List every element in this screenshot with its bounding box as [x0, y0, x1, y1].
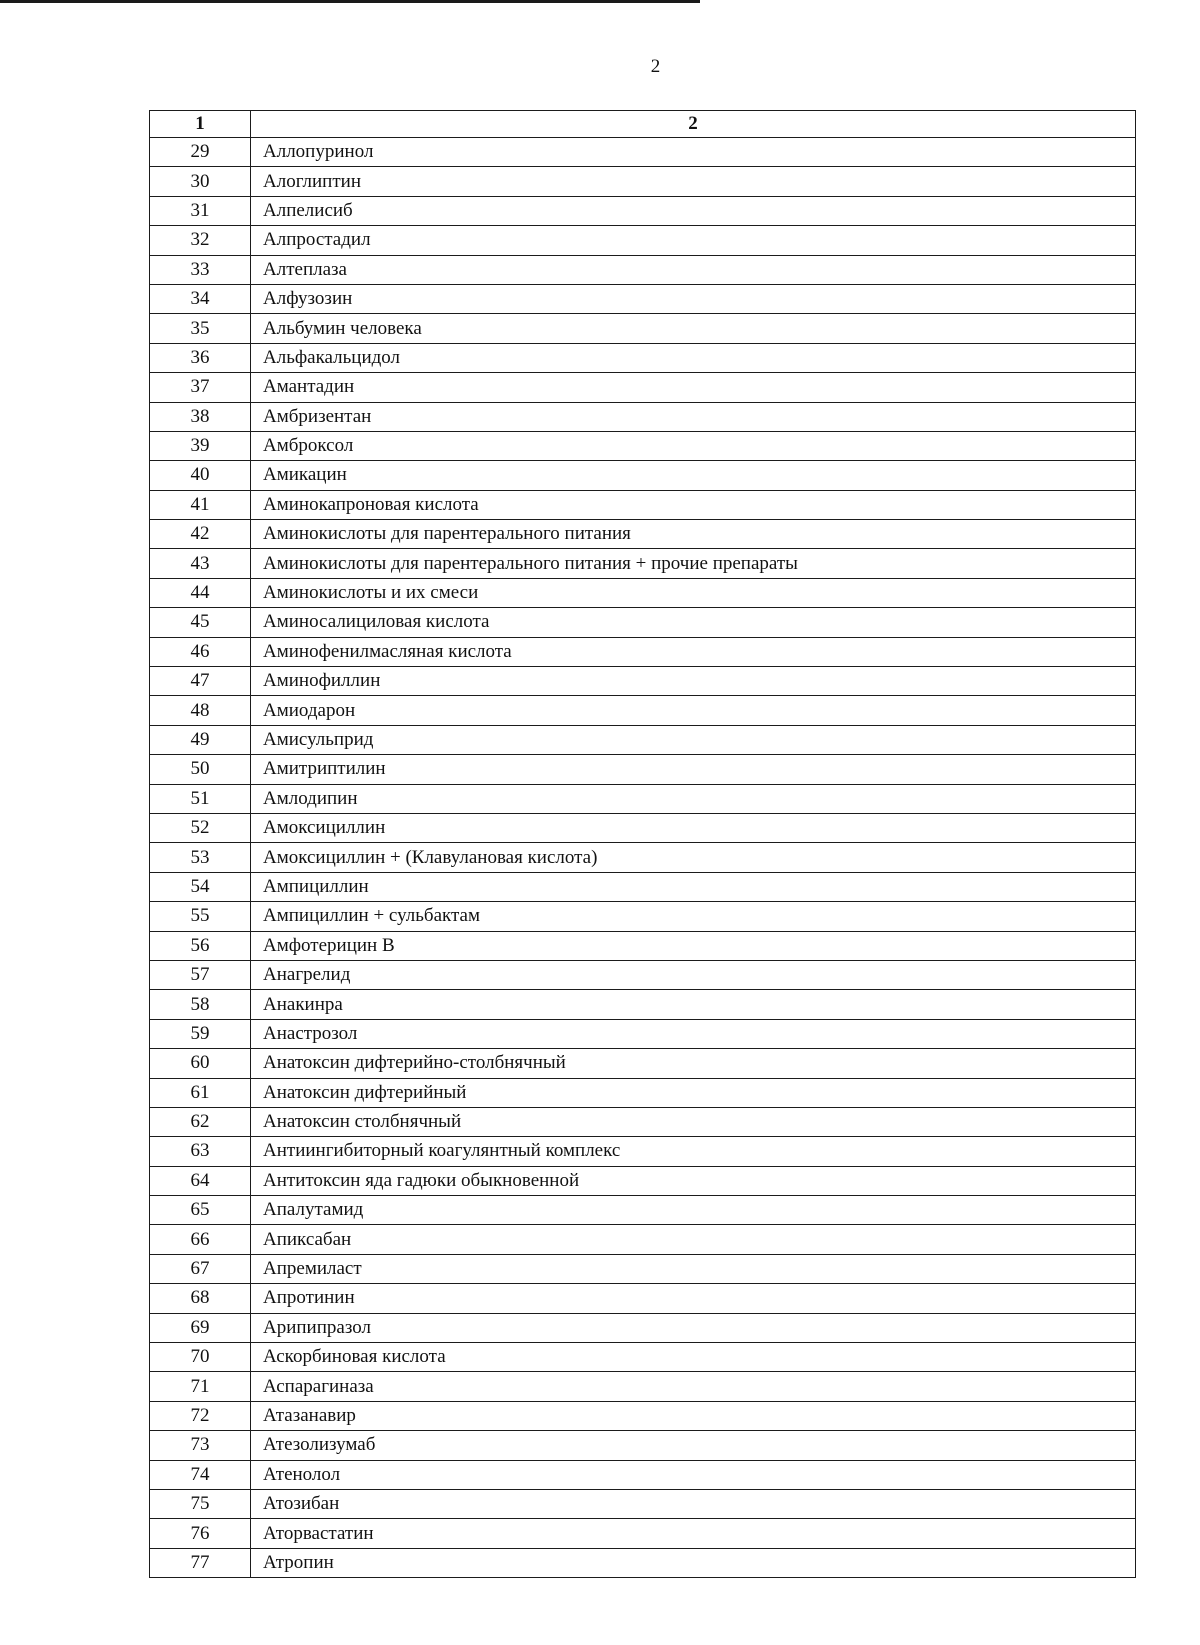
- table-row: [150, 549, 1136, 578]
- drug-name: Арипипразол: [251, 1313, 1136, 1342]
- row-number: 58: [150, 990, 251, 1019]
- table-row: [150, 343, 1136, 372]
- table-row: [150, 1343, 1136, 1372]
- row-number: 72: [150, 1401, 251, 1430]
- table-row: [150, 637, 1136, 666]
- drug-name: Амлодипин: [251, 784, 1136, 813]
- row-number: 44: [150, 578, 251, 607]
- drug-list-table: [149, 110, 1136, 1578]
- table-row: [150, 461, 1136, 490]
- row-number: 52: [150, 813, 251, 842]
- table-row: [150, 1019, 1136, 1048]
- table-row: [150, 725, 1136, 754]
- drug-name: Апротинин: [251, 1284, 1136, 1313]
- row-number: 62: [150, 1107, 251, 1136]
- drug-name: Амоксициллин: [251, 813, 1136, 842]
- table-row: [150, 167, 1136, 196]
- drug-name: Амисульприд: [251, 725, 1136, 754]
- table-row: [150, 843, 1136, 872]
- table-row: [150, 696, 1136, 725]
- row-number: 31: [150, 196, 251, 225]
- top-rule: [0, 0, 700, 3]
- drug-name: Алпелисиб: [251, 196, 1136, 225]
- drug-name: Апремиласт: [251, 1254, 1136, 1283]
- row-number: 30: [150, 167, 251, 196]
- row-number: 71: [150, 1372, 251, 1401]
- row-number: 32: [150, 226, 251, 255]
- row-number: 67: [150, 1254, 251, 1283]
- drug-name: Атенолол: [251, 1460, 1136, 1489]
- drug-name: Алоглиптин: [251, 167, 1136, 196]
- row-number: 41: [150, 490, 251, 519]
- row-number: 56: [150, 931, 251, 960]
- drug-name: Атазанавир: [251, 1401, 1136, 1430]
- row-number: 57: [150, 960, 251, 989]
- header-column-number: 1: [150, 111, 251, 138]
- page-number: 2: [650, 56, 661, 77]
- drug-name: Амикацин: [251, 461, 1136, 490]
- table-row: [150, 608, 1136, 637]
- drug-name: Анастрозол: [251, 1019, 1136, 1048]
- drug-name: Амфотерицин В: [251, 931, 1136, 960]
- row-number: 53: [150, 843, 251, 872]
- table-row: [150, 1489, 1136, 1518]
- drug-name: Амоксициллин + (Клавулановая кислота): [251, 843, 1136, 872]
- row-number: 48: [150, 696, 251, 725]
- table-row: [150, 1166, 1136, 1195]
- table-body: [150, 138, 1136, 1578]
- table-header-row: [150, 111, 1136, 138]
- table-row: [150, 1401, 1136, 1430]
- row-number: 42: [150, 520, 251, 549]
- drug-name: Атозибан: [251, 1489, 1136, 1518]
- row-number: 77: [150, 1548, 251, 1577]
- table-row: [150, 226, 1136, 255]
- row-number: 64: [150, 1166, 251, 1195]
- table-row: [150, 1460, 1136, 1489]
- row-number: 63: [150, 1137, 251, 1166]
- table-row: [150, 1519, 1136, 1548]
- row-number: 43: [150, 549, 251, 578]
- drug-name: Амбризентан: [251, 402, 1136, 431]
- table-row: [150, 578, 1136, 607]
- drug-name: Альфакальцидол: [251, 343, 1136, 372]
- drug-name: Аминокислоты и их смеси: [251, 578, 1136, 607]
- table-row: [150, 990, 1136, 1019]
- drug-name: Анагрелид: [251, 960, 1136, 989]
- table-row: [150, 1313, 1136, 1342]
- row-number: 46: [150, 637, 251, 666]
- row-number: 68: [150, 1284, 251, 1313]
- drug-name: Апалутамид: [251, 1196, 1136, 1225]
- row-number: 45: [150, 608, 251, 637]
- row-number: 49: [150, 725, 251, 754]
- table-row: [150, 1548, 1136, 1577]
- row-number: 34: [150, 284, 251, 313]
- drug-name: Амантадин: [251, 373, 1136, 402]
- row-number: 69: [150, 1313, 251, 1342]
- table-row: [150, 813, 1136, 842]
- row-number: 65: [150, 1196, 251, 1225]
- table-row: [150, 1225, 1136, 1254]
- drug-name: Ампициллин: [251, 872, 1136, 901]
- table-row: [150, 931, 1136, 960]
- drug-name: Анатоксин дифтерийный: [251, 1078, 1136, 1107]
- drug-name: Алтеплаза: [251, 255, 1136, 284]
- drug-name: Аминофенилмасляная кислота: [251, 637, 1136, 666]
- table-row: [150, 196, 1136, 225]
- drug-name: Аллопуринол: [251, 138, 1136, 167]
- row-number: 75: [150, 1489, 251, 1518]
- row-number: 29: [150, 138, 251, 167]
- drug-name: Анатоксин столбнячный: [251, 1107, 1136, 1136]
- table-row: [150, 872, 1136, 901]
- drug-name: Аспарагиназа: [251, 1372, 1136, 1401]
- drug-name: Аминосалициловая кислота: [251, 608, 1136, 637]
- table-row: [150, 255, 1136, 284]
- row-number: 33: [150, 255, 251, 284]
- row-number: 59: [150, 1019, 251, 1048]
- row-number: 61: [150, 1078, 251, 1107]
- table-row: [150, 1078, 1136, 1107]
- row-number: 39: [150, 431, 251, 460]
- row-number: 74: [150, 1460, 251, 1489]
- row-number: 35: [150, 314, 251, 343]
- row-number: 66: [150, 1225, 251, 1254]
- table-row: [150, 755, 1136, 784]
- table-row: [150, 520, 1136, 549]
- drug-name: Альбумин человека: [251, 314, 1136, 343]
- table-row: [150, 667, 1136, 696]
- row-number: 40: [150, 461, 251, 490]
- row-number: 73: [150, 1431, 251, 1460]
- table-row: [150, 431, 1136, 460]
- table-row: [150, 1372, 1136, 1401]
- table-row: [150, 1254, 1136, 1283]
- drug-name: Алпростадил: [251, 226, 1136, 255]
- drug-name: Аминокислоты для парентерального питания: [251, 520, 1136, 549]
- drug-name: Алфузозин: [251, 284, 1136, 313]
- row-number: 50: [150, 755, 251, 784]
- drug-name: Аминокислоты для парентерального питания + прочие препараты: [251, 549, 1136, 578]
- drug-name: Антитоксин яда гадюки обыкновенной: [251, 1166, 1136, 1195]
- drug-name: Амброксол: [251, 431, 1136, 460]
- drug-name: Атезолизумаб: [251, 1431, 1136, 1460]
- drug-name: Ампициллин + сульбактам: [251, 902, 1136, 931]
- drug-name: Атропин: [251, 1548, 1136, 1577]
- drug-name: Аскорбиновая кислота: [251, 1343, 1136, 1372]
- table-row: [150, 490, 1136, 519]
- row-number: 54: [150, 872, 251, 901]
- drug-name: Анакинра: [251, 990, 1136, 1019]
- table-row: [150, 1284, 1136, 1313]
- row-number: 76: [150, 1519, 251, 1548]
- row-number: 38: [150, 402, 251, 431]
- row-number: 36: [150, 343, 251, 372]
- drug-name: Аторвастатин: [251, 1519, 1136, 1548]
- table-row: [150, 1049, 1136, 1078]
- drug-name: Антиингибиторный коагулянтный комплекс: [251, 1137, 1136, 1166]
- table-row: [150, 314, 1136, 343]
- row-number: 37: [150, 373, 251, 402]
- table-row: [150, 960, 1136, 989]
- row-number: 60: [150, 1049, 251, 1078]
- table-row: [150, 902, 1136, 931]
- table-row: [150, 373, 1136, 402]
- row-number: 47: [150, 667, 251, 696]
- row-number: 51: [150, 784, 251, 813]
- table-row: [150, 284, 1136, 313]
- table-row: [150, 1431, 1136, 1460]
- table-row: [150, 784, 1136, 813]
- header-column-name: 2: [251, 111, 1136, 138]
- drug-name: Амиодарон: [251, 696, 1136, 725]
- table-row: [150, 138, 1136, 167]
- drug-name: Апиксабан: [251, 1225, 1136, 1254]
- row-number: 70: [150, 1343, 251, 1372]
- table-row: [150, 1196, 1136, 1225]
- drug-name: Аминофиллин: [251, 667, 1136, 696]
- drug-name: Амитриптилин: [251, 755, 1136, 784]
- drug-name: Аминокапроновая кислота: [251, 490, 1136, 519]
- table-row: [150, 1107, 1136, 1136]
- drug-name: Анатоксин дифтерийно-столбнячный: [251, 1049, 1136, 1078]
- table-row: [150, 1137, 1136, 1166]
- row-number: 55: [150, 902, 251, 931]
- table-row: [150, 402, 1136, 431]
